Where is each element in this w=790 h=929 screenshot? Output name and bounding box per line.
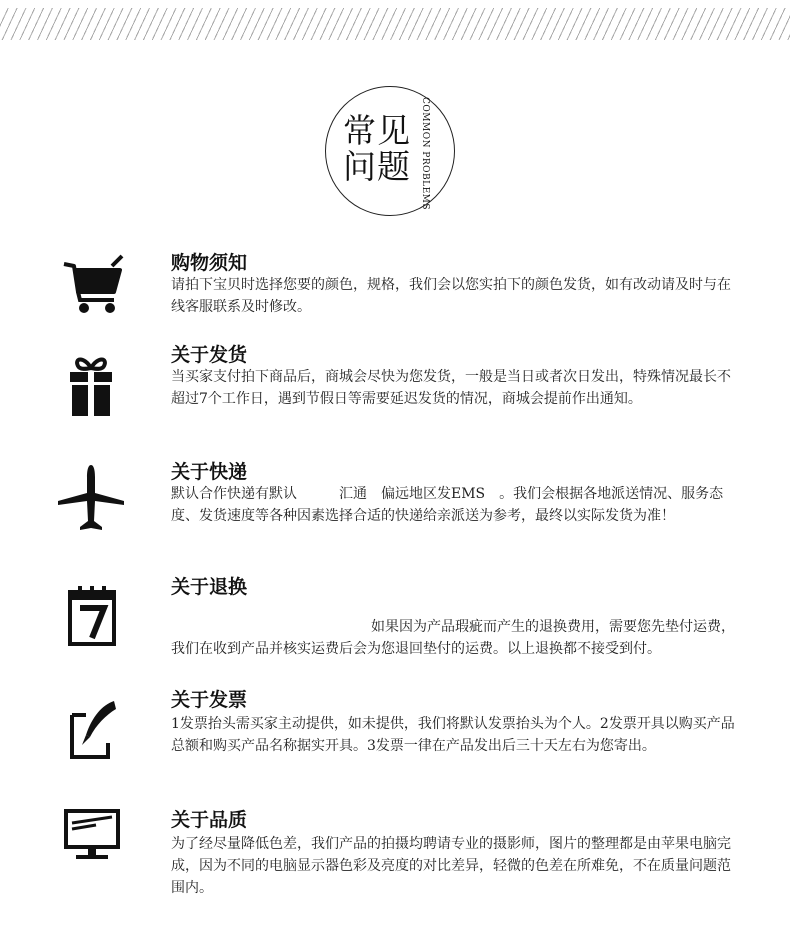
monitor-icon [56,803,126,873]
invoice-pen-icon [56,695,126,765]
section-text: 默认合作快递有默认 汇通 偏远地区发EMS 。我们会根据各地派送情况、服务态度、发货速度等各种因素选择合适的快递给亲派送为参考，最终以实际发货为准！ [171,486,724,524]
gift-icon [56,354,126,424]
section-title: 关于发货 [171,344,248,366]
section-title: 关于品质 [171,809,248,831]
section-title: 关于退换 [171,576,248,598]
section-title: 购物须知 [171,252,248,274]
common-problems-badge [325,86,455,216]
section-title: 关于快递 [171,461,248,483]
section-title: 关于发票 [171,689,248,711]
section-text: 如果因为产品瑕疵而产生的退换费用，需要您先垫付运费，我们在收到产品并核实运费后会为您退回垫付的运费。以上退换都不接受到付。 [171,619,735,657]
section-text: 当买家支付拍下商品后，商城会尽快为您发货，一般是当日或者次日发出，特殊情况最长不超过7个工作日，遇到节假日等需要延迟发货的情况，商城会提前作出通知。 [171,369,731,407]
badge-subtitle: COMMON PROBLEMS [420,97,430,211]
section-text: 请拍下宝贝时选择您要的颜色，规格，我们会以您实拍下的颜色发货，如有改动请及时与在线客服联系及时修改。 [171,277,731,315]
badge-title: 常见问题 [343,111,411,186]
hatch-divider [0,8,790,40]
calendar-7-icon [56,582,126,652]
shopping-cart-icon [56,252,126,322]
section-text: 1发票抬头需买家主动提供，如未提供，我们将默认发票抬头为个人。2发票开具以购买产品总额和购买产品名称据实开具。3发票一律在产品发出后三十天左右为您寄出。 [171,716,735,754]
airplane-icon [56,463,126,533]
section-text: 为了经尽量降低色差，我们产品的拍摄均聘请专业的摄影师，图片的整理都是由苹果电脑完成，因为不同的电脑显示器色彩及亮度的对比差异，轻微的色差在所难免，不在质量问题范围内。 [171,836,731,896]
